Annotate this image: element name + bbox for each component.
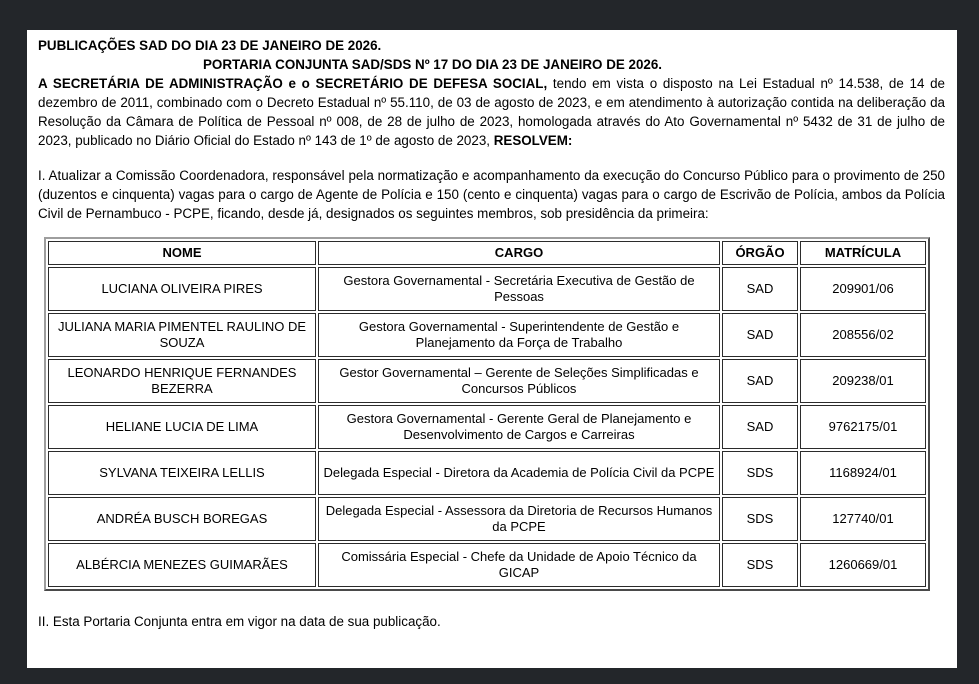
matricula-cell: 209901/06	[800, 267, 926, 311]
cargo-cell: Gestora Governamental - Secretária Executiva de Gestão de Pessoas	[318, 267, 720, 311]
nome-cell: HELIANE LUCIA DE LIMA	[48, 405, 316, 449]
document-page	[27, 30, 957, 668]
publication-title: PUBLICAÇÕES SAD DO DIA 23 DE JANEIRO DE 2026.	[38, 38, 382, 53]
orgao-cell: SDS	[722, 543, 798, 587]
table-row	[48, 451, 926, 495]
orgao-cell: SDS	[722, 451, 798, 495]
orgao-cell: SAD	[722, 313, 798, 357]
table-row	[48, 267, 926, 311]
matricula-cell: 1260669/01	[800, 543, 926, 587]
commission-table	[44, 237, 930, 591]
matricula-cell: 209238/01	[800, 359, 926, 403]
header-matricula: MATRÍCULA	[800, 241, 926, 265]
intro-authorities: A SECRETÁRIA DE ADMINISTRAÇÃO e o SECRETÁRIO DE DEFESA SOCIAL,	[38, 76, 548, 91]
nome-cell: ALBÉRCIA MENEZES GUIMARÃES	[48, 543, 316, 587]
cargo-cell: Delegada Especial - Diretora da Academia de Polícia Civil da PCPE	[318, 451, 720, 495]
matricula-cell: 1168924/01	[800, 451, 926, 495]
orgao-cell: SAD	[722, 267, 798, 311]
header-cargo: CARGO	[318, 241, 720, 265]
matricula-cell: 208556/02	[800, 313, 926, 357]
nome-cell: LEONARDO HENRIQUE FERNANDES BEZERRA	[48, 359, 316, 403]
cargo-cell: Delegada Especial - Assessora da Diretoria de Recursos Humanos da PCPE	[318, 497, 720, 541]
item-one-paragraph: I. Atualizar a Comissão Coordenadora, responsável pela normatização e acompanhamento da execução do Concurso Público para o provimento de 250 (duzentos e cinquenta) vagas para o cargo de Agente de Polícia e 150 (cento e cinquenta) vagas para o cargo de Escrivão de Polícia, ambos da Polícia Civil de Pernambuco - PCPE, ficando, desde já, designados os seguintes membros, sob presidência da primeira:	[38, 168, 945, 221]
matricula-cell: 127740/01	[800, 497, 926, 541]
header-nome: NOME	[48, 241, 316, 265]
cargo-cell: Gestora Governamental - Superintendente de Gestão e Planejamento da Força de Trabalho	[318, 313, 720, 357]
table-row	[48, 313, 926, 357]
cargo-cell: Comissária Especial - Chefe da Unidade de Apoio Técnico da GICAP	[318, 543, 720, 587]
table-row	[48, 405, 926, 449]
header-orgao: ÓRGÃO	[722, 241, 798, 265]
orgao-cell: SAD	[722, 405, 798, 449]
item-two-paragraph: II. Esta Portaria Conjunta entra em vigor na data de sua publicação.	[38, 614, 441, 629]
intro-resolvem: RESOLVEM:	[493, 133, 573, 148]
table-row	[48, 543, 926, 587]
intro-paragraph	[38, 74, 945, 150]
table-row	[48, 359, 926, 403]
nome-cell: LUCIANA OLIVEIRA PIRES	[48, 267, 316, 311]
table-body	[48, 267, 926, 587]
orgao-cell: SDS	[722, 497, 798, 541]
nome-cell: SYLVANA TEIXEIRA LELLIS	[48, 451, 316, 495]
table-row	[48, 497, 926, 541]
intro-body-text: tendo em vista o disposto na Lei Estadual nº 14.538, de 14 de dezembro de 2011, combinado com o Decreto Estadual nº 55.110, de 03 de agosto de 2023, e em atendimento à autorização contida na deliberação da Resolução da Câmara de Política de Pessoal nº 008, de 28 de julho de 2023, homologada através do Ato Governamental nº 5432 de 31 de julho de 2023, publicado no Diário Oficial do Estado nº 143 de 1º de agosto de 2023,	[38, 76, 945, 148]
portaria-title: PORTARIA CONJUNTA SAD/SDS Nº 17 DO DIA 23 DE JANEIRO DE 2026.	[203, 57, 663, 72]
cargo-cell: Gestor Governamental – Gerente de Seleções Simplificadas e Concursos Públicos	[318, 359, 720, 403]
nome-cell: ANDRÉA BUSCH BOREGAS	[48, 497, 316, 541]
cargo-cell: Gestora Governamental - Gerente Geral de Planejamento e Desenvolvimento de Cargos e Carreiras	[318, 405, 720, 449]
matricula-cell: 9762175/01	[800, 405, 926, 449]
orgao-cell: SAD	[722, 359, 798, 403]
table-header-row	[48, 241, 926, 265]
nome-cell: JULIANA MARIA PIMENTEL RAULINO DE SOUZA	[48, 313, 316, 357]
